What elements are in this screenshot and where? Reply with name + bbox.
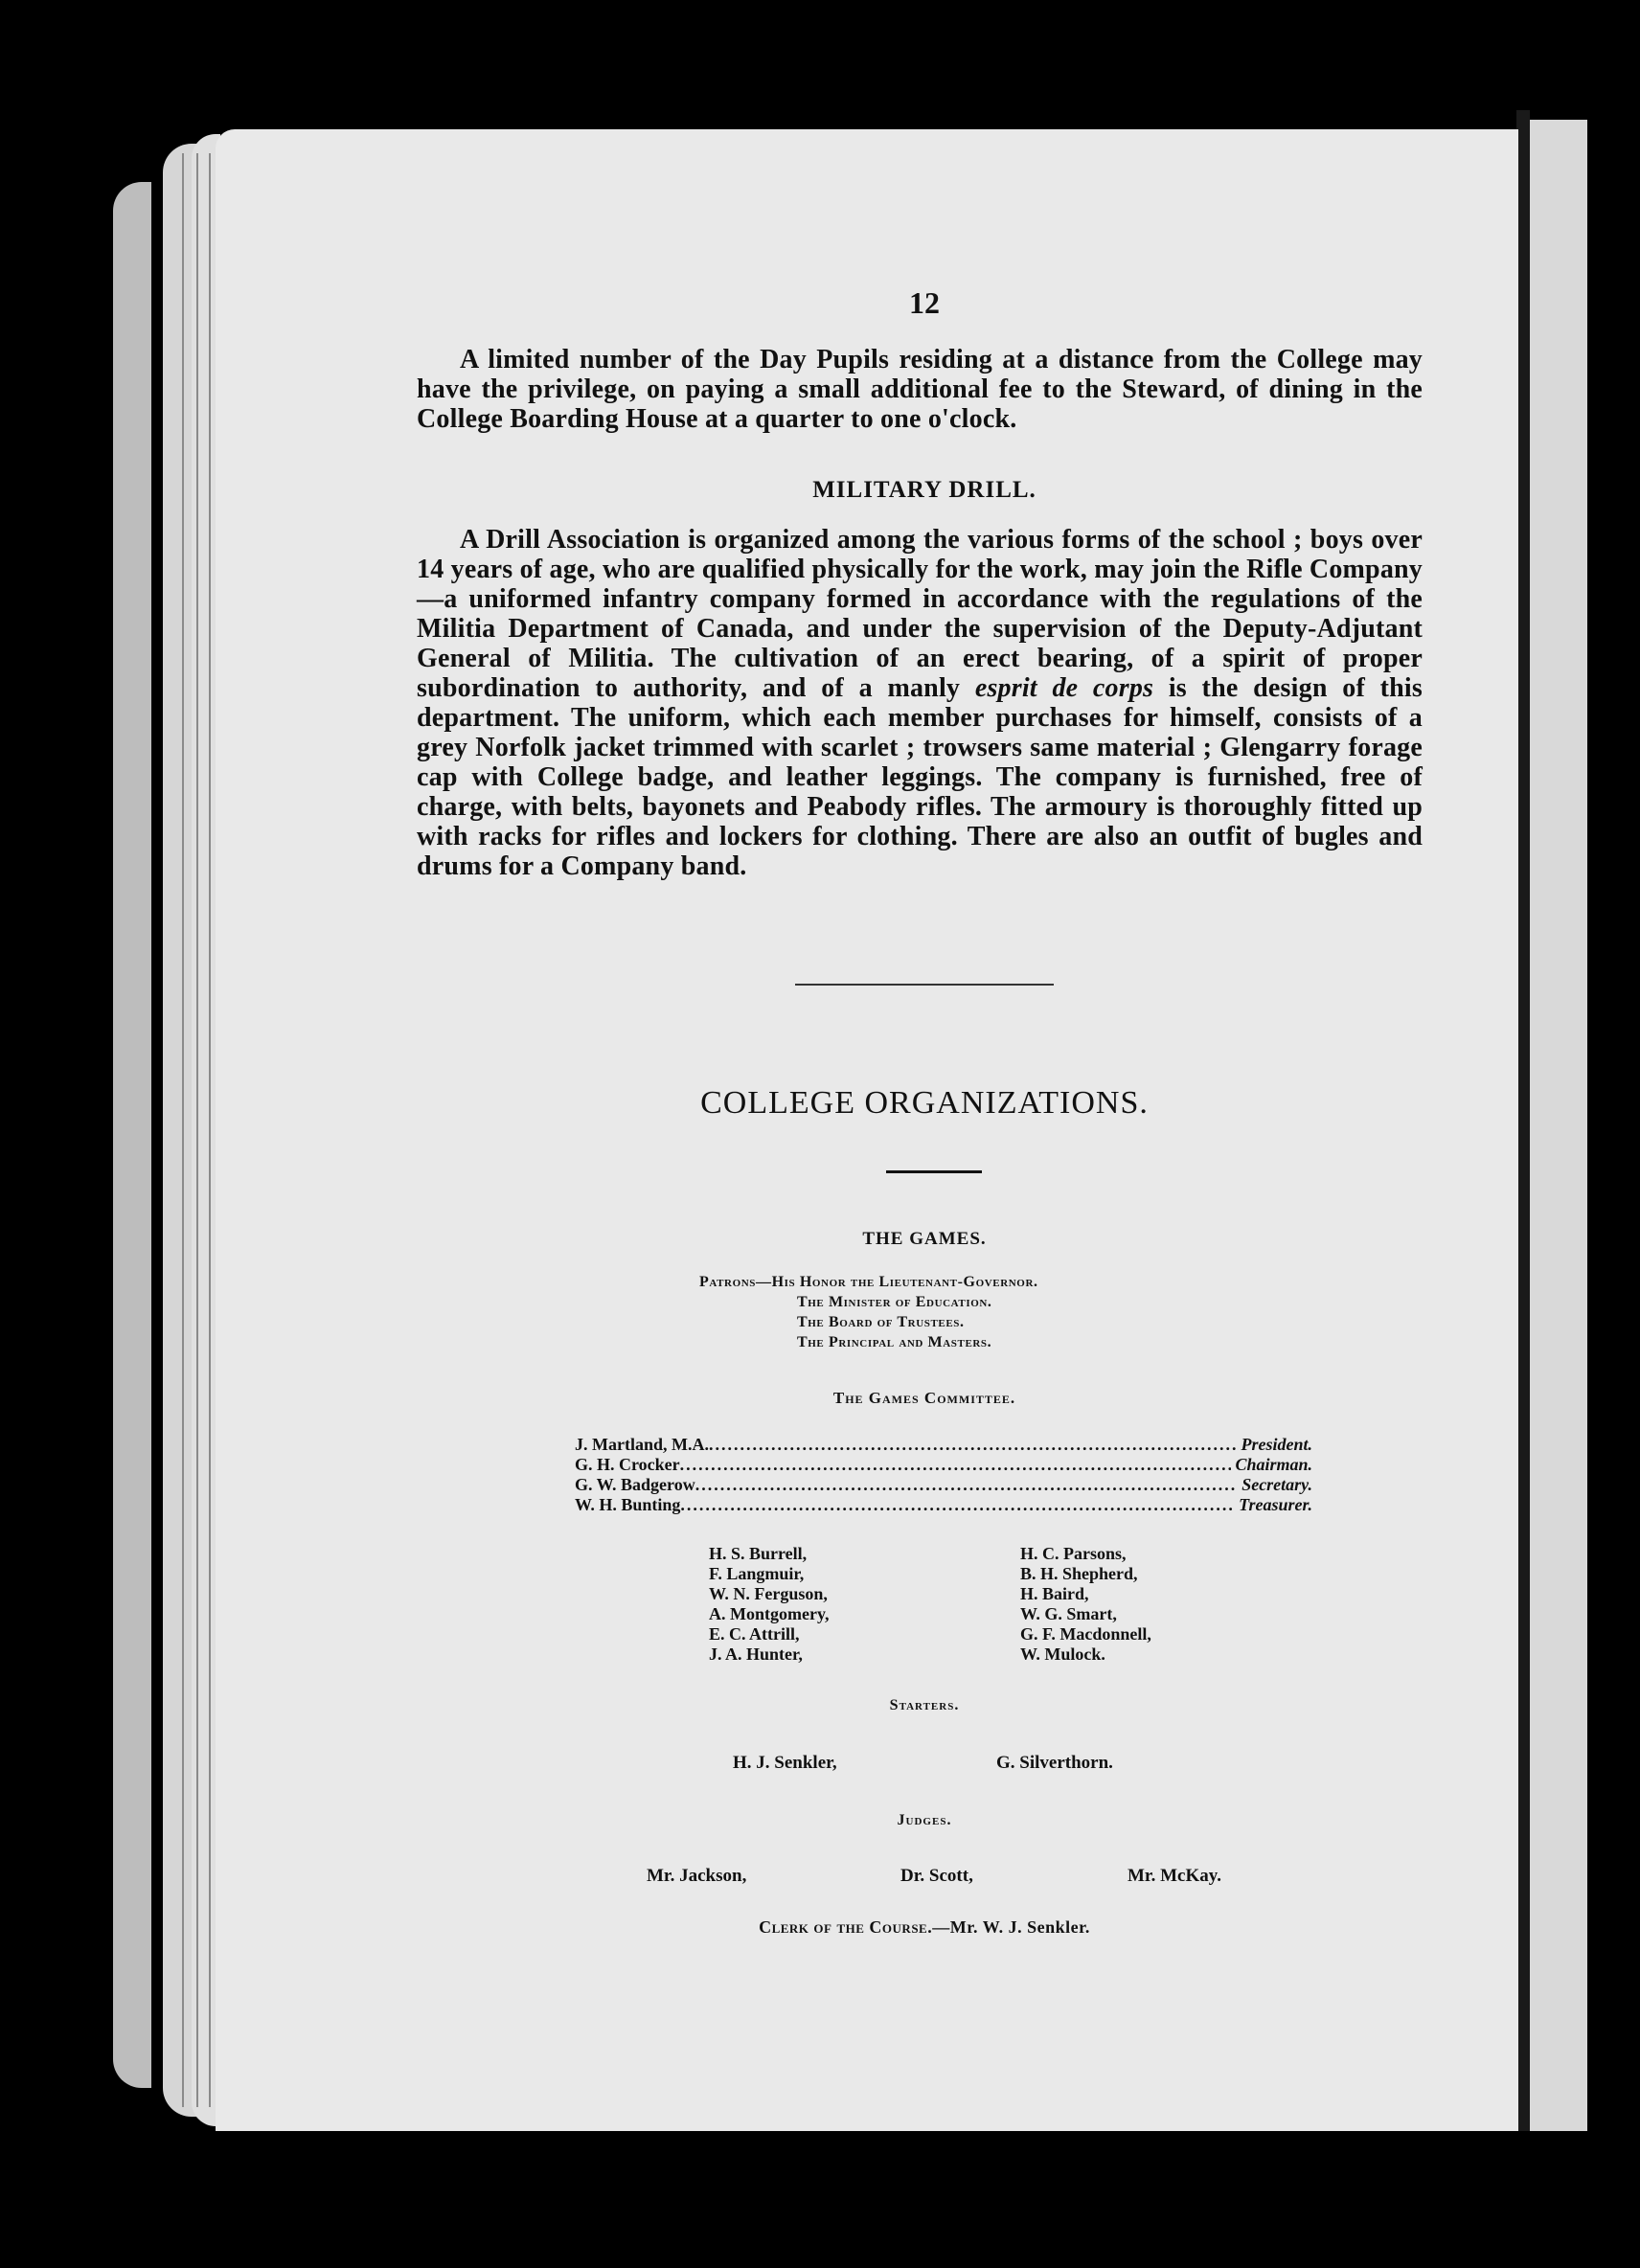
member-name: F. Langmuir,: [709, 1564, 805, 1583]
member-name: W. Mulock.: [1020, 1644, 1105, 1664]
page-edge-line: [196, 153, 198, 2107]
book-gutter: [1516, 110, 1530, 2131]
patrons-label: Patrons: [699, 1274, 756, 1290]
member-name: W. G. Smart,: [1020, 1604, 1117, 1623]
leader-dots: [680, 1495, 1235, 1515]
drill-text-emphasis: esprit de corps: [974, 673, 1154, 703]
starters-heading: Starters.: [889, 1697, 960, 1713]
member-name: H. C. Parsons,: [1020, 1544, 1127, 1563]
officer-row: [575, 1435, 1312, 1455]
member-name: W. N. Ferguson,: [709, 1584, 828, 1603]
officer-role: Chairman.: [1235, 1455, 1312, 1474]
officer-role: Secretary.: [1241, 1475, 1312, 1494]
patron-item: The Principal and Masters.: [797, 1334, 992, 1350]
officer-row: [575, 1495, 1312, 1515]
judge-name: Mr. McKay.: [1128, 1866, 1221, 1886]
starter-name: G. Silverthorn.: [996, 1753, 1113, 1773]
starter-name: H. J. Senkler,: [733, 1753, 837, 1773]
page-number: 12: [909, 285, 940, 320]
member-name: G. F. Macdonnell,: [1020, 1624, 1151, 1644]
day-pupils-paragraph: A limited number of the Day Pupils residing at a distance from the College may have the privilege, on paying a small additional fee to the Steward, of dining in the College Boarding House at a quarter to one o'clock.: [417, 345, 1423, 434]
patrons-list: [699, 1272, 1038, 1352]
officer-role: President.: [1241, 1435, 1312, 1454]
officer-role: Treasurer.: [1239, 1495, 1312, 1514]
patron-item: The Board of Trustees.: [797, 1314, 965, 1330]
officer-name: W. H. Bunting: [575, 1495, 681, 1514]
member-name: J. A. Hunter,: [709, 1644, 803, 1664]
officer-name: G. W. Badgerow: [575, 1475, 695, 1494]
drill-text-part-2: is the design of this department. The uniform, which each member purchases for himself, consists of a grey Norfolk jacket trimmed with scarlet ; trowsers same material ; Glengarry forage cap with College badge, and leather leggings. The company is furnished, free of charge, with belts, bayonets and Peabody rifles. The armoury is thoroughly fitted up with racks for rifles and lockers for clothing. There are also an outfit of bugles and drums for a Company band.: [417, 673, 1423, 881]
member-name: H. Baird,: [1020, 1584, 1089, 1603]
section-divider: [795, 984, 1054, 986]
military-drill-paragraph: [417, 525, 1423, 881]
facing-page-edge: [1530, 120, 1587, 2131]
officer-row: [575, 1455, 1312, 1475]
page-stack-edge: [113, 182, 151, 2088]
patron-row: Patrons—His Honor the Lieutenant-Governor.: [699, 1274, 1038, 1290]
drill-text-part-1: A Drill Association is organized among the various forms of the school ; boys over 14 years of age, who are qualified physically for the work, may join the Rifle Company—a uniformed infantry company formed in accordance with the regulations of the Militia Department of Canada, and under the supervision of the Deputy-Adjutant General of Militia. The cultivation of an erect bearing, of a spirit of proper subordination to authority, and of a manly: [417, 525, 1423, 703]
committee-members-right: [1020, 1544, 1151, 1665]
page-edge-line: [209, 153, 211, 2107]
judges-heading: Judges.: [897, 1812, 952, 1828]
games-heading: THE GAMES.: [862, 1229, 987, 1249]
leader-dots: [680, 1455, 1232, 1475]
officer-name: J. Martland, M.A.: [575, 1435, 709, 1454]
member-name: B. H. Shepherd,: [1020, 1564, 1138, 1583]
member-name: H. S. Burrell,: [709, 1544, 808, 1563]
committee-members-left: [709, 1544, 829, 1665]
college-organizations-heading: COLLEGE ORGANIZATIONS.: [700, 1085, 1149, 1121]
clerk-name: —Mr. W. J. Senkler.: [932, 1917, 1090, 1937]
military-drill-heading: MILITARY DRILL.: [812, 477, 1036, 503]
heading-underline: [886, 1170, 982, 1173]
judge-name: Mr. Jackson,: [647, 1866, 747, 1886]
patron-item: His Honor the Lieutenant-Governor.: [771, 1274, 1038, 1290]
clerk-of-course: [417, 1917, 1432, 1938]
officer-row: [575, 1475, 1312, 1495]
page-edge-line: [182, 153, 184, 2107]
judge-name: Dr. Scott,: [900, 1866, 973, 1886]
clerk-label: Clerk of the Course.: [759, 1917, 933, 1937]
games-committee-heading: The Games Committee.: [832, 1389, 1016, 1407]
officers-list: [575, 1435, 1312, 1515]
member-name: E. C. Attrill,: [709, 1624, 800, 1644]
leader-dots: [695, 1475, 1238, 1495]
member-name: A. Montgomery,: [709, 1604, 830, 1623]
patron-item: The Minister of Education.: [797, 1294, 992, 1310]
leader-dots: [709, 1435, 1238, 1455]
officer-name: G. H. Crocker: [575, 1455, 680, 1474]
